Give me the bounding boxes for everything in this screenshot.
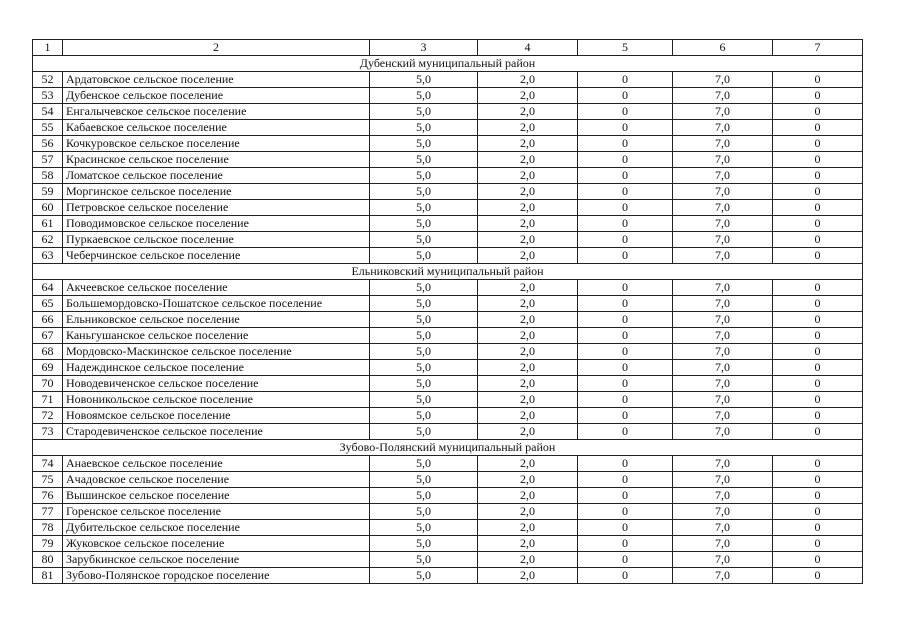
value-col-3: 5,0 bbox=[370, 568, 478, 584]
value-col-7: 0 bbox=[773, 536, 863, 552]
table-row bbox=[33, 472, 863, 488]
value-col-4: 2,0 bbox=[478, 456, 578, 472]
value-col-5: 0 bbox=[578, 168, 673, 184]
row-number: 71 bbox=[33, 392, 63, 408]
table-row bbox=[33, 392, 863, 408]
value-col-3: 5,0 bbox=[370, 232, 478, 248]
settlement-name: Анаевское сельское поселение bbox=[63, 456, 370, 472]
settlement-name: Жуковское сельское поселение bbox=[63, 536, 370, 552]
row-number: 80 bbox=[33, 552, 63, 568]
value-col-6: 7,0 bbox=[673, 280, 773, 296]
value-col-3: 5,0 bbox=[370, 472, 478, 488]
value-col-3: 5,0 bbox=[370, 200, 478, 216]
value-col-7: 0 bbox=[773, 568, 863, 584]
settlement-name: Акчеевское сельское поселение bbox=[63, 280, 370, 296]
settlement-name: Кабаевское сельское поселение bbox=[63, 120, 370, 136]
value-col-6: 7,0 bbox=[673, 424, 773, 440]
value-col-6: 7,0 bbox=[673, 392, 773, 408]
row-number: 53 bbox=[33, 88, 63, 104]
value-col-5: 0 bbox=[578, 376, 673, 392]
section-title: Ельниковский муниципальный район bbox=[33, 264, 863, 280]
row-number: 77 bbox=[33, 504, 63, 520]
settlement-name: Новоникольское сельское поселение bbox=[63, 392, 370, 408]
value-col-7: 0 bbox=[773, 88, 863, 104]
value-col-3: 5,0 bbox=[370, 360, 478, 376]
value-col-7: 0 bbox=[773, 344, 863, 360]
header-row bbox=[33, 40, 863, 56]
column-header: 5 bbox=[578, 40, 673, 56]
value-col-4: 2,0 bbox=[478, 104, 578, 120]
value-col-3: 5,0 bbox=[370, 504, 478, 520]
settlement-name: Каньгушанское сельское поселение bbox=[63, 328, 370, 344]
settlement-name: Поводимовское сельское поселение bbox=[63, 216, 370, 232]
table-row bbox=[33, 136, 863, 152]
table-row bbox=[33, 504, 863, 520]
table-row bbox=[33, 72, 863, 88]
row-number: 68 bbox=[33, 344, 63, 360]
data-table bbox=[32, 39, 863, 584]
table-row bbox=[33, 104, 863, 120]
value-col-4: 2,0 bbox=[478, 88, 578, 104]
table-row bbox=[33, 168, 863, 184]
row-number: 69 bbox=[33, 360, 63, 376]
table-row bbox=[33, 312, 863, 328]
value-col-4: 2,0 bbox=[478, 168, 578, 184]
value-col-6: 7,0 bbox=[673, 184, 773, 200]
value-col-4: 2,0 bbox=[478, 360, 578, 376]
settlement-name: Пуркаевское сельское поселение bbox=[63, 232, 370, 248]
value-col-4: 2,0 bbox=[478, 552, 578, 568]
table-row bbox=[33, 200, 863, 216]
row-number: 81 bbox=[33, 568, 63, 584]
value-col-6: 7,0 bbox=[673, 152, 773, 168]
value-col-6: 7,0 bbox=[673, 552, 773, 568]
value-col-6: 7,0 bbox=[673, 504, 773, 520]
value-col-6: 7,0 bbox=[673, 536, 773, 552]
value-col-7: 0 bbox=[773, 504, 863, 520]
section-row bbox=[33, 264, 863, 280]
column-header: 2 bbox=[63, 40, 370, 56]
table-row bbox=[33, 568, 863, 584]
value-col-4: 2,0 bbox=[478, 152, 578, 168]
row-number: 67 bbox=[33, 328, 63, 344]
value-col-7: 0 bbox=[773, 520, 863, 536]
settlement-name: Вышинское сельское поселение bbox=[63, 488, 370, 504]
value-col-3: 5,0 bbox=[370, 248, 478, 264]
table-row bbox=[33, 328, 863, 344]
value-col-3: 5,0 bbox=[370, 328, 478, 344]
row-number: 70 bbox=[33, 376, 63, 392]
value-col-7: 0 bbox=[773, 328, 863, 344]
value-col-7: 0 bbox=[773, 552, 863, 568]
row-number: 76 bbox=[33, 488, 63, 504]
value-col-5: 0 bbox=[578, 328, 673, 344]
value-col-4: 2,0 bbox=[478, 120, 578, 136]
value-col-7: 0 bbox=[773, 72, 863, 88]
row-number: 75 bbox=[33, 472, 63, 488]
settlement-name: Моргинское сельское поселение bbox=[63, 184, 370, 200]
table-row bbox=[33, 216, 863, 232]
value-col-6: 7,0 bbox=[673, 488, 773, 504]
table-row bbox=[33, 520, 863, 536]
value-col-3: 5,0 bbox=[370, 296, 478, 312]
row-number: 54 bbox=[33, 104, 63, 120]
value-col-6: 7,0 bbox=[673, 136, 773, 152]
value-col-4: 2,0 bbox=[478, 312, 578, 328]
settlement-name: Горенское сельское поселение bbox=[63, 504, 370, 520]
row-number: 59 bbox=[33, 184, 63, 200]
settlement-name: Кочкуровское сельское поселение bbox=[63, 136, 370, 152]
value-col-7: 0 bbox=[773, 488, 863, 504]
value-col-4: 2,0 bbox=[478, 504, 578, 520]
table-row bbox=[33, 376, 863, 392]
value-col-4: 2,0 bbox=[478, 216, 578, 232]
value-col-5: 0 bbox=[578, 312, 673, 328]
value-col-5: 0 bbox=[578, 104, 673, 120]
row-number: 61 bbox=[33, 216, 63, 232]
value-col-6: 7,0 bbox=[673, 72, 773, 88]
value-col-5: 0 bbox=[578, 424, 673, 440]
value-col-3: 5,0 bbox=[370, 136, 478, 152]
settlement-name: Новоямское сельское поселение bbox=[63, 408, 370, 424]
value-col-7: 0 bbox=[773, 312, 863, 328]
value-col-6: 7,0 bbox=[673, 408, 773, 424]
value-col-5: 0 bbox=[578, 456, 673, 472]
value-col-4: 2,0 bbox=[478, 248, 578, 264]
value-col-5: 0 bbox=[578, 216, 673, 232]
value-col-3: 5,0 bbox=[370, 152, 478, 168]
row-number: 64 bbox=[33, 280, 63, 296]
table-row bbox=[33, 120, 863, 136]
table-body bbox=[33, 40, 863, 584]
settlement-name: Новодевиченское сельское поселение bbox=[63, 376, 370, 392]
table-row bbox=[33, 184, 863, 200]
value-col-6: 7,0 bbox=[673, 568, 773, 584]
value-col-4: 2,0 bbox=[478, 472, 578, 488]
value-col-4: 2,0 bbox=[478, 328, 578, 344]
value-col-7: 0 bbox=[773, 136, 863, 152]
value-col-5: 0 bbox=[578, 536, 673, 552]
value-col-7: 0 bbox=[773, 360, 863, 376]
column-header: 1 bbox=[33, 40, 63, 56]
table-row bbox=[33, 408, 863, 424]
value-col-4: 2,0 bbox=[478, 376, 578, 392]
value-col-5: 0 bbox=[578, 136, 673, 152]
value-col-5: 0 bbox=[578, 280, 673, 296]
settlement-name: Чеберчинское сельское поселение bbox=[63, 248, 370, 264]
value-col-5: 0 bbox=[578, 152, 673, 168]
value-col-5: 0 bbox=[578, 472, 673, 488]
value-col-5: 0 bbox=[578, 360, 673, 376]
value-col-4: 2,0 bbox=[478, 520, 578, 536]
table-row bbox=[33, 152, 863, 168]
section-row bbox=[33, 440, 863, 456]
value-col-7: 0 bbox=[773, 408, 863, 424]
row-number: 52 bbox=[33, 72, 63, 88]
value-col-6: 7,0 bbox=[673, 248, 773, 264]
value-col-4: 2,0 bbox=[478, 232, 578, 248]
value-col-6: 7,0 bbox=[673, 360, 773, 376]
settlement-name: Красинское сельское поселение bbox=[63, 152, 370, 168]
value-col-6: 7,0 bbox=[673, 344, 773, 360]
value-col-7: 0 bbox=[773, 456, 863, 472]
value-col-3: 5,0 bbox=[370, 488, 478, 504]
table-row bbox=[33, 248, 863, 264]
table-row bbox=[33, 88, 863, 104]
value-col-7: 0 bbox=[773, 296, 863, 312]
row-number: 65 bbox=[33, 296, 63, 312]
row-number: 74 bbox=[33, 456, 63, 472]
settlement-name: Зубово-Полянское городское поселение bbox=[63, 568, 370, 584]
row-number: 60 bbox=[33, 200, 63, 216]
value-col-3: 5,0 bbox=[370, 280, 478, 296]
value-col-4: 2,0 bbox=[478, 408, 578, 424]
settlement-name: Большемордовско-Пошатское сельское поселение bbox=[63, 296, 370, 312]
table-row bbox=[33, 296, 863, 312]
table-row bbox=[33, 456, 863, 472]
value-col-6: 7,0 bbox=[673, 200, 773, 216]
table-row bbox=[33, 488, 863, 504]
value-col-5: 0 bbox=[578, 344, 673, 360]
value-col-4: 2,0 bbox=[478, 424, 578, 440]
value-col-5: 0 bbox=[578, 408, 673, 424]
value-col-3: 5,0 bbox=[370, 456, 478, 472]
value-col-3: 5,0 bbox=[370, 168, 478, 184]
column-header: 3 bbox=[370, 40, 478, 56]
table-row bbox=[33, 280, 863, 296]
value-col-6: 7,0 bbox=[673, 296, 773, 312]
value-col-5: 0 bbox=[578, 200, 673, 216]
value-col-6: 7,0 bbox=[673, 232, 773, 248]
column-header: 7 bbox=[773, 40, 863, 56]
value-col-4: 2,0 bbox=[478, 296, 578, 312]
settlement-name: Зарубкинское сельское поселение bbox=[63, 552, 370, 568]
settlement-name: Мордовско-Маскинское сельское поселение bbox=[63, 344, 370, 360]
table-row bbox=[33, 424, 863, 440]
value-col-6: 7,0 bbox=[673, 456, 773, 472]
value-col-7: 0 bbox=[773, 104, 863, 120]
row-number: 58 bbox=[33, 168, 63, 184]
value-col-3: 5,0 bbox=[370, 520, 478, 536]
value-col-4: 2,0 bbox=[478, 200, 578, 216]
value-col-3: 5,0 bbox=[370, 376, 478, 392]
section-row bbox=[33, 56, 863, 72]
value-col-7: 0 bbox=[773, 472, 863, 488]
value-col-5: 0 bbox=[578, 120, 673, 136]
value-col-3: 5,0 bbox=[370, 392, 478, 408]
value-col-5: 0 bbox=[578, 72, 673, 88]
value-col-5: 0 bbox=[578, 568, 673, 584]
value-col-5: 0 bbox=[578, 88, 673, 104]
value-col-3: 5,0 bbox=[370, 184, 478, 200]
row-number: 62 bbox=[33, 232, 63, 248]
settlement-name: Надеждинское сельское поселение bbox=[63, 360, 370, 376]
settlement-name: Стародевиченское сельское поселение bbox=[63, 424, 370, 440]
value-col-5: 0 bbox=[578, 184, 673, 200]
settlement-name: Енгалычевское сельское поселение bbox=[63, 104, 370, 120]
value-col-3: 5,0 bbox=[370, 552, 478, 568]
settlement-name: Ардатовское сельское поселение bbox=[63, 72, 370, 88]
row-number: 56 bbox=[33, 136, 63, 152]
value-col-3: 5,0 bbox=[370, 88, 478, 104]
value-col-3: 5,0 bbox=[370, 312, 478, 328]
column-header: 4 bbox=[478, 40, 578, 56]
value-col-3: 5,0 bbox=[370, 216, 478, 232]
table-row bbox=[33, 232, 863, 248]
value-col-5: 0 bbox=[578, 392, 673, 408]
value-col-7: 0 bbox=[773, 168, 863, 184]
value-col-7: 0 bbox=[773, 232, 863, 248]
row-number: 72 bbox=[33, 408, 63, 424]
value-col-7: 0 bbox=[773, 152, 863, 168]
row-number: 73 bbox=[33, 424, 63, 440]
value-col-7: 0 bbox=[773, 424, 863, 440]
settlement-name: Ачадовское сельское поселение bbox=[63, 472, 370, 488]
value-col-5: 0 bbox=[578, 520, 673, 536]
row-number: 63 bbox=[33, 248, 63, 264]
value-col-3: 5,0 bbox=[370, 408, 478, 424]
value-col-3: 5,0 bbox=[370, 536, 478, 552]
value-col-6: 7,0 bbox=[673, 520, 773, 536]
value-col-3: 5,0 bbox=[370, 104, 478, 120]
settlement-name: Дубительское сельское поселение bbox=[63, 520, 370, 536]
value-col-5: 0 bbox=[578, 248, 673, 264]
value-col-5: 0 bbox=[578, 504, 673, 520]
value-col-5: 0 bbox=[578, 488, 673, 504]
row-number: 79 bbox=[33, 536, 63, 552]
value-col-3: 5,0 bbox=[370, 344, 478, 360]
value-col-6: 7,0 bbox=[673, 376, 773, 392]
settlement-name: Ельниковское сельское поселение bbox=[63, 312, 370, 328]
value-col-7: 0 bbox=[773, 120, 863, 136]
value-col-6: 7,0 bbox=[673, 104, 773, 120]
table-row bbox=[33, 344, 863, 360]
value-col-5: 0 bbox=[578, 552, 673, 568]
settlement-name: Петровское сельское поселение bbox=[63, 200, 370, 216]
value-col-7: 0 bbox=[773, 248, 863, 264]
value-col-4: 2,0 bbox=[478, 488, 578, 504]
table-row bbox=[33, 552, 863, 568]
value-col-4: 2,0 bbox=[478, 136, 578, 152]
row-number: 57 bbox=[33, 152, 63, 168]
value-col-6: 7,0 bbox=[673, 472, 773, 488]
value-col-7: 0 bbox=[773, 280, 863, 296]
value-col-4: 2,0 bbox=[478, 344, 578, 360]
value-col-4: 2,0 bbox=[478, 72, 578, 88]
value-col-5: 0 bbox=[578, 232, 673, 248]
value-col-3: 5,0 bbox=[370, 424, 478, 440]
value-col-6: 7,0 bbox=[673, 216, 773, 232]
value-col-7: 0 bbox=[773, 376, 863, 392]
settlement-name: Дубенское сельское поселение bbox=[63, 88, 370, 104]
row-number: 66 bbox=[33, 312, 63, 328]
settlement-name: Ломатское сельское поселение bbox=[63, 168, 370, 184]
value-col-5: 0 bbox=[578, 296, 673, 312]
value-col-6: 7,0 bbox=[673, 168, 773, 184]
value-col-6: 7,0 bbox=[673, 88, 773, 104]
value-col-3: 5,0 bbox=[370, 120, 478, 136]
table-row bbox=[33, 360, 863, 376]
value-col-7: 0 bbox=[773, 392, 863, 408]
value-col-4: 2,0 bbox=[478, 280, 578, 296]
value-col-6: 7,0 bbox=[673, 328, 773, 344]
value-col-4: 2,0 bbox=[478, 536, 578, 552]
value-col-3: 5,0 bbox=[370, 72, 478, 88]
value-col-7: 0 bbox=[773, 200, 863, 216]
row-number: 78 bbox=[33, 520, 63, 536]
value-col-6: 7,0 bbox=[673, 312, 773, 328]
value-col-6: 7,0 bbox=[673, 120, 773, 136]
section-title: Зубово-Полянский муниципальный район bbox=[33, 440, 863, 456]
row-number: 55 bbox=[33, 120, 63, 136]
column-header: 6 bbox=[673, 40, 773, 56]
value-col-7: 0 bbox=[773, 184, 863, 200]
value-col-4: 2,0 bbox=[478, 568, 578, 584]
value-col-7: 0 bbox=[773, 216, 863, 232]
value-col-4: 2,0 bbox=[478, 392, 578, 408]
table-row bbox=[33, 536, 863, 552]
section-title: Дубенский муниципальный район bbox=[33, 56, 863, 72]
value-col-4: 2,0 bbox=[478, 184, 578, 200]
